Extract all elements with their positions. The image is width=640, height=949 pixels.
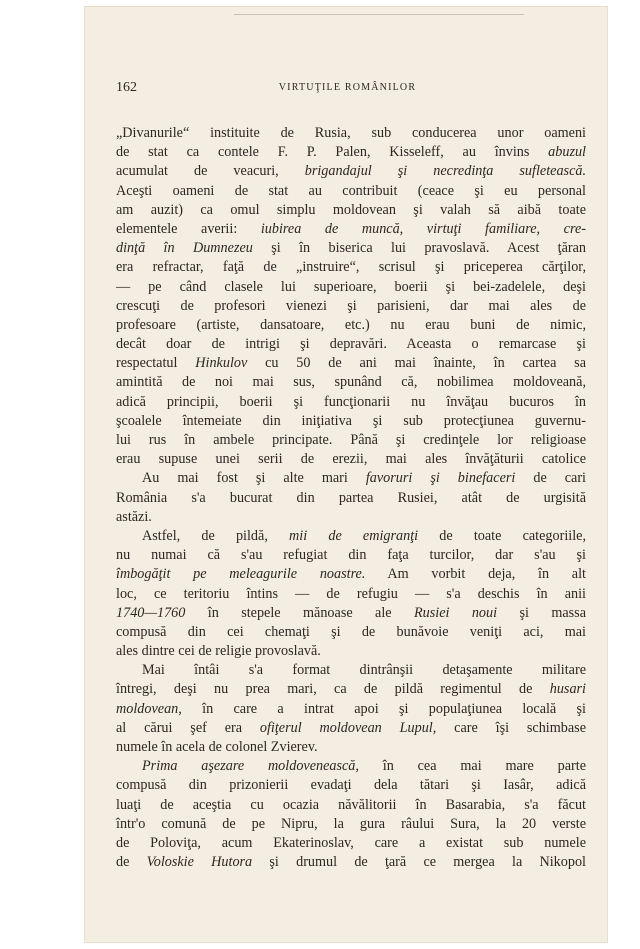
text-run: lui rus în ambele principate. Până şi credinţele lor religioase — [116, 432, 586, 448]
text-run: amintită de noi mai sus, spunând că, nobilimea moldoveană, — [116, 374, 586, 391]
italic-text: Hinkulov — [195, 355, 248, 372]
text-run: şi în biserica lui pravoslavă. Acest ţăran — [252, 240, 586, 257]
text-run: am auzit) ca omul simplu moldovean şi valah să aibă toate — [116, 201, 586, 218]
book-page — [84, 6, 608, 943]
text-line — [116, 834, 586, 853]
text-line — [116, 373, 586, 392]
text-run: în care a intrat apoi şi populaţiunea locală şi — [181, 700, 586, 717]
text-run: elementele averii: — [116, 220, 261, 237]
text-run: erau supuse unei serii de erezii, mai ales învăţăturii catolice — [116, 451, 586, 468]
text-line — [116, 565, 586, 584]
text-line — [116, 489, 586, 508]
text-run: în stepele mănoase ale — [185, 604, 414, 621]
text-line — [116, 162, 586, 181]
text-run: ales dintre cei de religie provoslavă. — [116, 643, 321, 660]
text-line — [116, 738, 586, 757]
text-line — [116, 623, 586, 642]
text-line — [116, 335, 586, 354]
italic-text: mii de emigranţi — [289, 527, 419, 544]
text-line — [116, 700, 586, 719]
page-header — [116, 80, 579, 98]
text-run: acumulat de veacuri, — [116, 163, 305, 180]
text-run: şcoalele întemeiate din iniţiativa şi sub protecţiunea guvernu- — [116, 412, 586, 429]
text-run: adică principii, boerii şi funcţionarii nu învăţau bucuros în — [116, 393, 586, 410]
text-line — [116, 642, 586, 661]
top-rule — [234, 14, 524, 15]
text-line — [116, 393, 586, 412]
italic-text: ofiţerul moldovean Lupul, — [259, 719, 437, 736]
text-line — [116, 124, 586, 143]
text-run: de cari — [515, 470, 586, 487]
text-run: numele în acela de colonel Zvierev. — [116, 739, 318, 755]
text-run: — pe când clasele lui superioare, boerii şi bei-zadelele, deşi — [116, 278, 586, 295]
text-run: şi drumul de ţară ce mergea la Nikopol — [252, 854, 586, 871]
text-run: compusă din cei chemaţi şi de bunăvoie veniţi aci, mai — [116, 623, 586, 640]
text-run: astăzi. — [116, 508, 152, 525]
text-run: profesoare (artiste, dansatoare, etc.) nu erau buni de nimic, — [116, 316, 586, 333]
text-line — [116, 661, 586, 680]
text-line — [116, 853, 586, 872]
text-run: care îşi schimbase — [436, 719, 586, 736]
text-line — [116, 450, 586, 469]
italic-text: moldovean, — [116, 700, 182, 717]
text-run: în cea mai mare parte — [358, 758, 586, 775]
text-line — [116, 354, 586, 373]
text-line — [116, 412, 586, 431]
text-line — [116, 297, 586, 316]
text-run: de — [116, 854, 147, 871]
text-line — [116, 508, 586, 527]
text-run: întregi, deşi nu prea mari, ca de pildă regimentul de — [116, 681, 550, 698]
italic-text: Voloskie Hutora — [146, 854, 253, 871]
text-line — [116, 757, 586, 776]
text-run: „Divanurile“ instituite de Rusia, sub conducerea unor oameni — [116, 125, 586, 141]
text-line — [116, 719, 586, 738]
text-line — [116, 546, 586, 565]
italic-text: Rusiei noui — [413, 604, 498, 621]
text-run: de Poloviţa, acum Ekaterinoslav, care a existat sub numele — [116, 834, 586, 851]
text-line — [116, 469, 586, 488]
text-run: Mai întâi s'a format dintrânşii detaşamente militare — [142, 662, 586, 679]
text-line — [116, 278, 586, 297]
text-run: era refractar, faţă de „instruire“, scrisul şi priceperea cărţilor, — [116, 259, 586, 276]
text-run: crescuţi de profesori vienezi şi parisieni, dar mai ales de — [116, 297, 586, 314]
italic-text: 1740—1760 — [116, 604, 186, 621]
text-run: Au mai fost şi alte mari — [142, 470, 366, 487]
italic-text: Prima aşezare moldovenească, — [142, 758, 359, 775]
text-run: luaţi de aceştia cu ocazia năvălitorii în Basarabia, s'a făcut — [116, 796, 586, 813]
italic-text: dinţă în Dumnezeu — [116, 240, 253, 257]
italic-text: iubirea de muncă, virtuţi familiare, cre- — [260, 220, 586, 237]
text-line — [116, 220, 586, 239]
text-run: de toate categoriile, — [418, 527, 586, 544]
text-run: şi massa — [497, 604, 586, 621]
italic-text: favoruri şi binefaceri — [365, 470, 516, 487]
text-line — [116, 316, 586, 335]
italic-text: husari — [549, 681, 586, 698]
text-run: respectatul — [116, 355, 196, 372]
italic-text: abuzul — [548, 144, 586, 161]
running-title: VIRTUŢILE ROMÂNILOR — [278, 82, 417, 93]
text-line — [116, 815, 586, 834]
text-run: într'o comună de pe Nipru, la gura râului Sura, la 20 verste — [116, 815, 586, 832]
italic-text: brigandajul şi necredinţa sufletească. — [304, 163, 587, 180]
text-line — [116, 258, 586, 277]
text-line — [116, 239, 586, 258]
text-run: România s'a bucurat din partea Rusiei, atât de urgisită — [116, 489, 586, 506]
text-line — [116, 604, 586, 623]
text-line — [116, 585, 586, 604]
text-line — [116, 431, 586, 450]
text-line — [116, 182, 586, 201]
page-number: 162 — [116, 80, 137, 95]
text-line — [116, 143, 586, 162]
text-run: loc, ce teritoriu întins — de refugiu — s'a deschis în anii — [116, 585, 586, 602]
text-line — [116, 776, 586, 795]
text-run: decât doar de intrigi şi depravări. Aceasta o remarcase şi — [116, 336, 586, 353]
text-run: Am vorbit deja, în alt — [365, 566, 586, 583]
text-line — [116, 680, 586, 699]
text-run: al cărui şef era — [116, 719, 260, 736]
text-run: cu 50 de ani mai înainte, în cartea sa — [247, 355, 586, 372]
text-run: nu numai că s'au refugiat din faţa turcilor, dar s'au şi — [116, 547, 586, 564]
text-run: Aceşti oameni de stat au contribuit (ceace şi eu personal — [116, 182, 586, 199]
text-line — [116, 796, 586, 815]
text-run: de stat ca contele F. P. Palen, Kisseleff, au învins — [116, 144, 549, 161]
text-line — [116, 201, 586, 220]
text-run: compusă din prizonierii evadaţi dela tătari şi Iasâr, adică — [116, 777, 586, 794]
text-run: Astfel, de pildă, — [142, 527, 290, 544]
text-line — [116, 527, 586, 546]
page-body-text — [116, 124, 586, 872]
italic-text: îmbogăţit pe meleagurile noastre. — [116, 566, 366, 583]
